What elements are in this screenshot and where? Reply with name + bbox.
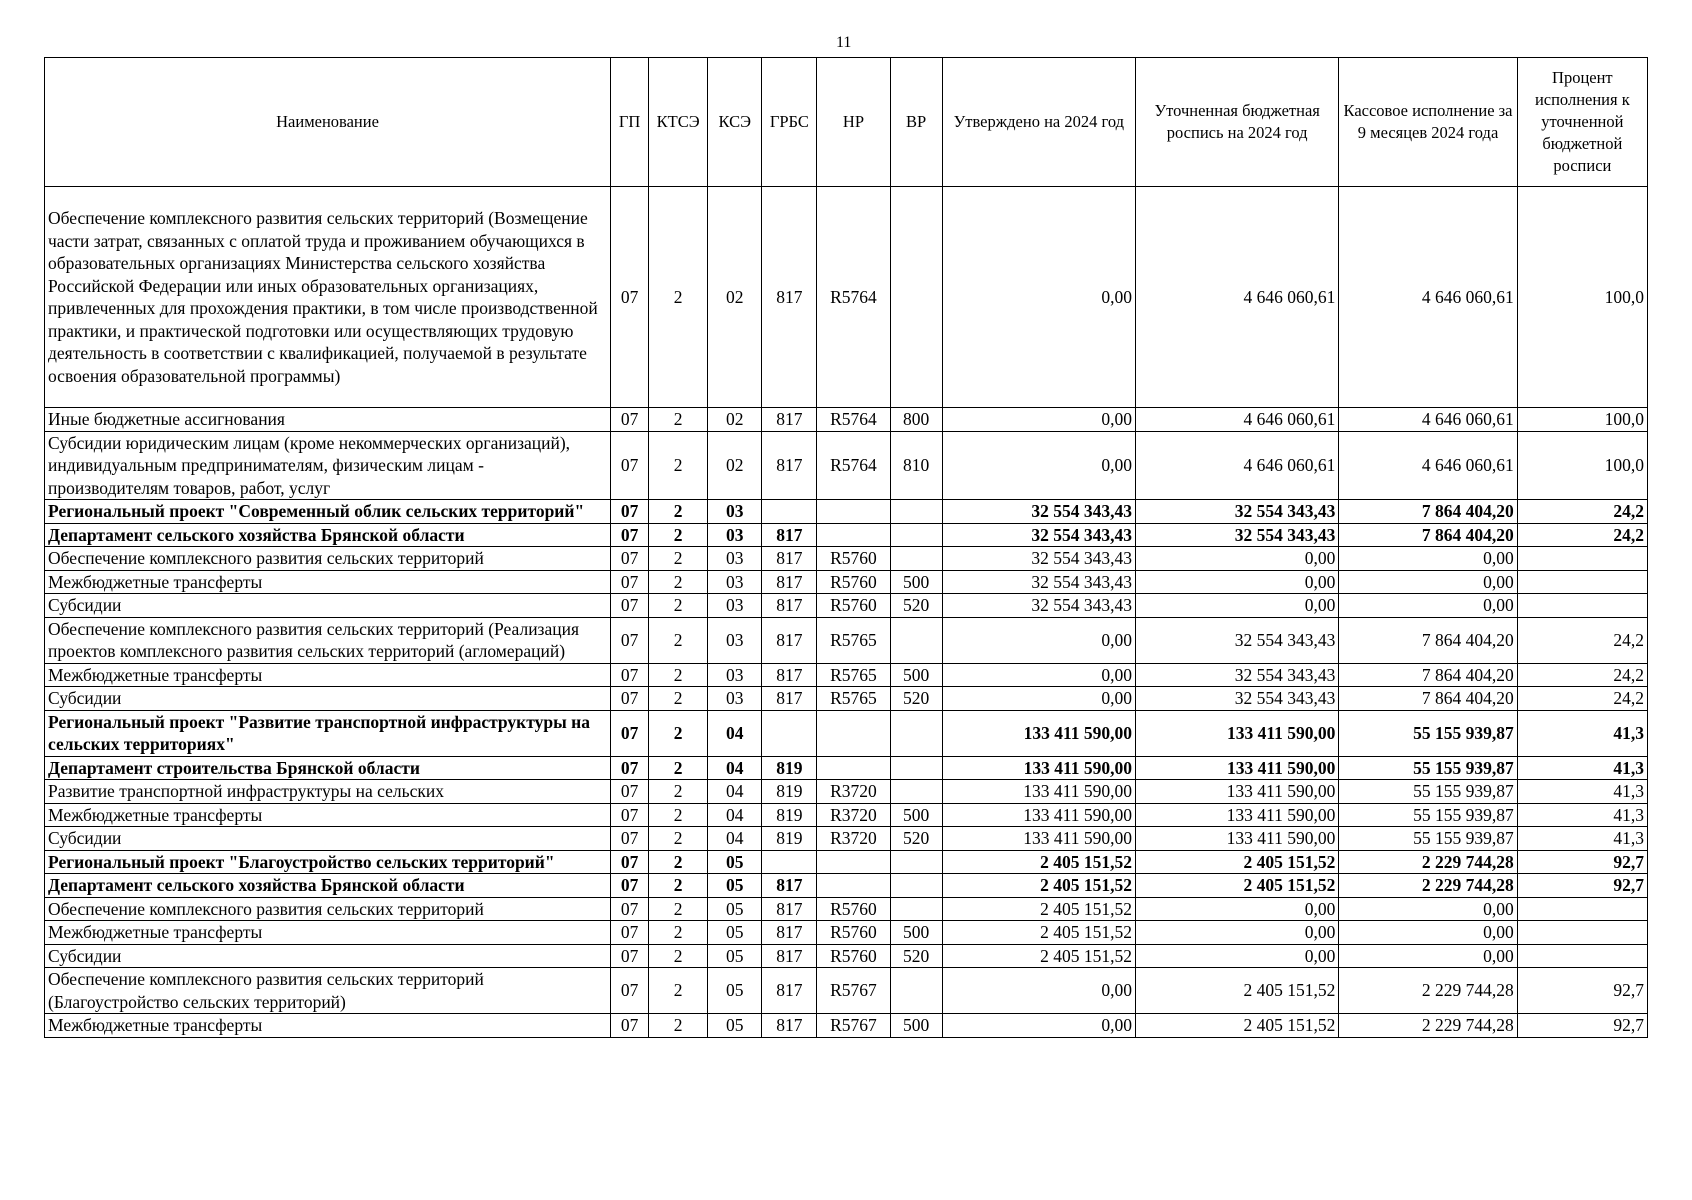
cell-ktse: 2 xyxy=(649,687,708,711)
cell-vr xyxy=(890,756,942,780)
cell-kse: 05 xyxy=(708,944,762,968)
cell-nr xyxy=(817,850,890,874)
cell-percent xyxy=(1517,897,1647,921)
cell-kse: 02 xyxy=(708,408,762,432)
cell-kse: 02 xyxy=(708,431,762,500)
cell-refined: 133 411 590,00 xyxy=(1135,827,1338,851)
cell-cash: 4 646 060,61 xyxy=(1339,408,1517,432)
table-row xyxy=(45,944,1648,968)
cell-grbs: 819 xyxy=(762,803,817,827)
cell-refined: 4 646 060,61 xyxy=(1135,431,1338,500)
cell-cash: 4 646 060,61 xyxy=(1339,187,1517,408)
table-row xyxy=(45,431,1648,500)
header-approved: Утверждено на 2024 год xyxy=(942,58,1135,187)
cell-ktse: 2 xyxy=(649,594,708,618)
cell-percent xyxy=(1517,921,1647,945)
cell-vr xyxy=(890,547,942,571)
cell-grbs: 817 xyxy=(762,663,817,687)
cell-cash: 0,00 xyxy=(1339,594,1517,618)
cell-kse: 05 xyxy=(708,968,762,1014)
table-row xyxy=(45,874,1648,898)
cell-percent: 41,3 xyxy=(1517,780,1647,804)
cell-approved: 133 411 590,00 xyxy=(942,710,1135,756)
cell-grbs: 817 xyxy=(762,187,817,408)
cell-name: Обеспечение комплексного развития сельских территорий xyxy=(45,897,611,921)
cell-percent: 24,2 xyxy=(1517,617,1647,663)
cell-kse: 03 xyxy=(708,617,762,663)
cell-grbs: 817 xyxy=(762,944,817,968)
cell-percent: 41,3 xyxy=(1517,710,1647,756)
cell-vr: 520 xyxy=(890,594,942,618)
cell-gp: 07 xyxy=(611,756,649,780)
table-row xyxy=(45,187,1648,408)
cell-vr xyxy=(890,617,942,663)
cell-refined: 32 554 343,43 xyxy=(1135,500,1338,524)
cell-grbs: 817 xyxy=(762,570,817,594)
cell-percent: 92,7 xyxy=(1517,1014,1647,1038)
table-row xyxy=(45,780,1648,804)
cell-cash: 7 864 404,20 xyxy=(1339,687,1517,711)
cell-name: Развитие транспортной инфраструктуры на сельских xyxy=(45,780,611,804)
cell-vr xyxy=(890,897,942,921)
cell-vr: 500 xyxy=(890,570,942,594)
cell-approved: 133 411 590,00 xyxy=(942,827,1135,851)
cell-ktse: 2 xyxy=(649,1014,708,1038)
cell-nr: R5765 xyxy=(817,687,890,711)
cell-approved: 0,00 xyxy=(942,617,1135,663)
cell-percent xyxy=(1517,570,1647,594)
cell-grbs xyxy=(762,850,817,874)
cell-ktse: 2 xyxy=(649,827,708,851)
cell-name: Обеспечение комплексного развития сельских территорий (Благоустройство сельских территорий) xyxy=(45,968,611,1014)
cell-cash: 2 229 744,28 xyxy=(1339,874,1517,898)
cell-refined: 32 554 343,43 xyxy=(1135,523,1338,547)
cell-nr: R3720 xyxy=(817,827,890,851)
cell-gp: 07 xyxy=(611,710,649,756)
cell-refined: 2 405 151,52 xyxy=(1135,968,1338,1014)
cell-gp: 07 xyxy=(611,944,649,968)
cell-ktse: 2 xyxy=(649,803,708,827)
cell-gp: 07 xyxy=(611,687,649,711)
cell-kse: 03 xyxy=(708,594,762,618)
cell-cash: 7 864 404,20 xyxy=(1339,500,1517,524)
cell-approved: 133 411 590,00 xyxy=(942,756,1135,780)
cell-approved: 32 554 343,43 xyxy=(942,523,1135,547)
cell-vr xyxy=(890,850,942,874)
cell-refined: 4 646 060,61 xyxy=(1135,187,1338,408)
cell-kse: 04 xyxy=(708,803,762,827)
cell-name: Межбюджетные трансферты xyxy=(45,663,611,687)
header-grbs: ГРБС xyxy=(762,58,817,187)
cell-cash: 0,00 xyxy=(1339,944,1517,968)
cell-grbs: 819 xyxy=(762,827,817,851)
cell-vr xyxy=(890,968,942,1014)
cell-nr: R5760 xyxy=(817,570,890,594)
cell-nr xyxy=(817,710,890,756)
page-number: 11 xyxy=(836,34,852,51)
cell-approved: 2 405 151,52 xyxy=(942,874,1135,898)
cell-cash: 7 864 404,20 xyxy=(1339,617,1517,663)
table-row xyxy=(45,897,1648,921)
cell-approved: 0,00 xyxy=(942,187,1135,408)
cell-approved: 133 411 590,00 xyxy=(942,780,1135,804)
cell-refined: 0,00 xyxy=(1135,944,1338,968)
cell-name: Субсидии юридическим лицам (кроме некоммерческих организаций), индивидуальным предпринимателям, физическим лицам - производителям товаров, работ, услуг xyxy=(45,431,611,500)
cell-refined: 32 554 343,43 xyxy=(1135,687,1338,711)
cell-gp: 07 xyxy=(611,594,649,618)
cell-name: Региональный проект "Благоустройство сельских территорий" xyxy=(45,850,611,874)
cell-vr: 500 xyxy=(890,663,942,687)
cell-nr: R5767 xyxy=(817,968,890,1014)
cell-gp: 07 xyxy=(611,827,649,851)
cell-refined: 133 411 590,00 xyxy=(1135,780,1338,804)
cell-kse: 05 xyxy=(708,1014,762,1038)
table-row xyxy=(45,803,1648,827)
header-ktse: КТСЭ xyxy=(649,58,708,187)
cell-name: Межбюджетные трансферты xyxy=(45,1014,611,1038)
cell-nr: R5760 xyxy=(817,897,890,921)
cell-refined: 32 554 343,43 xyxy=(1135,663,1338,687)
header-kse: КСЭ xyxy=(708,58,762,187)
table-row xyxy=(45,570,1648,594)
cell-name: Обеспечение комплексного развития сельских территорий xyxy=(45,547,611,571)
cell-gp: 07 xyxy=(611,897,649,921)
cell-grbs: 817 xyxy=(762,687,817,711)
cell-approved: 32 554 343,43 xyxy=(942,570,1135,594)
cell-kse: 03 xyxy=(708,570,762,594)
table-row xyxy=(45,663,1648,687)
cell-vr xyxy=(890,780,942,804)
table-body xyxy=(45,187,1648,1038)
cell-kse: 05 xyxy=(708,850,762,874)
cell-percent: 100,0 xyxy=(1517,431,1647,500)
cell-grbs xyxy=(762,710,817,756)
cell-cash: 2 229 744,28 xyxy=(1339,968,1517,1014)
cell-nr xyxy=(817,874,890,898)
cell-cash: 4 646 060,61 xyxy=(1339,431,1517,500)
header-nr: НР xyxy=(817,58,890,187)
cell-vr: 500 xyxy=(890,803,942,827)
cell-ktse: 2 xyxy=(649,756,708,780)
table-row xyxy=(45,850,1648,874)
cell-refined: 133 411 590,00 xyxy=(1135,710,1338,756)
cell-gp: 07 xyxy=(611,431,649,500)
cell-cash: 2 229 744,28 xyxy=(1339,850,1517,874)
cell-approved: 2 405 151,52 xyxy=(942,897,1135,921)
cell-cash: 0,00 xyxy=(1339,570,1517,594)
cell-name: Субсидии xyxy=(45,827,611,851)
cell-approved: 2 405 151,52 xyxy=(942,921,1135,945)
cell-gp: 07 xyxy=(611,850,649,874)
cell-nr: R5764 xyxy=(817,408,890,432)
header-cash: Кассовое исполнение за 9 месяцев 2024 года xyxy=(1339,58,1517,187)
cell-gp: 07 xyxy=(611,523,649,547)
table-row xyxy=(45,827,1648,851)
cell-nr: R3720 xyxy=(817,803,890,827)
cell-gp: 07 xyxy=(611,803,649,827)
cell-approved: 32 554 343,43 xyxy=(942,547,1135,571)
table-row xyxy=(45,523,1648,547)
cell-gp: 07 xyxy=(611,921,649,945)
budget-table xyxy=(44,57,1648,1038)
cell-approved: 0,00 xyxy=(942,1014,1135,1038)
cell-nr: R5760 xyxy=(817,921,890,945)
cell-cash: 0,00 xyxy=(1339,897,1517,921)
header-vr: ВР xyxy=(890,58,942,187)
cell-approved: 0,00 xyxy=(942,663,1135,687)
cell-ktse: 2 xyxy=(649,431,708,500)
cell-ktse: 2 xyxy=(649,874,708,898)
cell-cash: 2 229 744,28 xyxy=(1339,1014,1517,1038)
cell-approved: 2 405 151,52 xyxy=(942,850,1135,874)
header-percent: Процент исполнения к уточненной бюджетной росписи xyxy=(1517,58,1647,187)
cell-refined: 0,00 xyxy=(1135,897,1338,921)
cell-gp: 07 xyxy=(611,547,649,571)
cell-refined: 0,00 xyxy=(1135,921,1338,945)
cell-vr: 500 xyxy=(890,1014,942,1038)
cell-gp: 07 xyxy=(611,408,649,432)
cell-gp: 07 xyxy=(611,874,649,898)
cell-percent: 92,7 xyxy=(1517,850,1647,874)
cell-approved: 133 411 590,00 xyxy=(942,803,1135,827)
cell-ktse: 2 xyxy=(649,710,708,756)
cell-refined: 133 411 590,00 xyxy=(1135,803,1338,827)
cell-approved: 0,00 xyxy=(942,431,1135,500)
cell-name: Межбюджетные трансферты xyxy=(45,921,611,945)
cell-kse: 05 xyxy=(708,897,762,921)
cell-approved: 0,00 xyxy=(942,408,1135,432)
cell-approved: 0,00 xyxy=(942,968,1135,1014)
cell-approved: 0,00 xyxy=(942,687,1135,711)
cell-kse: 04 xyxy=(708,710,762,756)
table-row xyxy=(45,547,1648,571)
cell-nr: R3720 xyxy=(817,780,890,804)
cell-refined: 0,00 xyxy=(1135,547,1338,571)
cell-percent: 24,2 xyxy=(1517,663,1647,687)
cell-kse: 04 xyxy=(708,756,762,780)
cell-kse: 03 xyxy=(708,523,762,547)
header-gp: ГП xyxy=(611,58,649,187)
cell-vr xyxy=(890,710,942,756)
cell-nr: R5764 xyxy=(817,187,890,408)
cell-ktse: 2 xyxy=(649,570,708,594)
cell-name: Региональный проект "Развитие транспортной инфраструктуры на сельских территориях" xyxy=(45,710,611,756)
cell-gp: 07 xyxy=(611,500,649,524)
cell-refined: 0,00 xyxy=(1135,594,1338,618)
cell-name: Иные бюджетные ассигнования xyxy=(45,408,611,432)
cell-grbs: 817 xyxy=(762,874,817,898)
cell-nr xyxy=(817,756,890,780)
cell-percent: 24,2 xyxy=(1517,500,1647,524)
cell-ktse: 2 xyxy=(649,850,708,874)
cell-ktse: 2 xyxy=(649,968,708,1014)
table-row xyxy=(45,1014,1648,1038)
header-refined: Уточненная бюджетная роспись на 2024 год xyxy=(1135,58,1338,187)
cell-vr: 500 xyxy=(890,921,942,945)
cell-grbs: 817 xyxy=(762,897,817,921)
cell-grbs: 817 xyxy=(762,523,817,547)
cell-vr xyxy=(890,187,942,408)
cell-name: Департамент строительства Брянской области xyxy=(45,756,611,780)
cell-name: Департамент сельского хозяйства Брянской области xyxy=(45,523,611,547)
cell-vr: 800 xyxy=(890,408,942,432)
cell-name: Обеспечение комплексного развития сельских территорий (Возмещение части затрат, связанных с оплатой труда и проживанием обучающихся в образовательных организациях Министерства сельского хозяйства Российской Федерации или иных образовательных организациях, привлеченных для прохождения практики, в том числе производственной практики, и практической подготовки или осуществляющих трудовую деятельность в соответствии с квалификацией, получаемой в результате освоения образовательной программы) xyxy=(45,187,611,408)
cell-percent xyxy=(1517,547,1647,571)
cell-percent: 100,0 xyxy=(1517,187,1647,408)
cell-cash: 55 155 939,87 xyxy=(1339,780,1517,804)
cell-refined: 4 646 060,61 xyxy=(1135,408,1338,432)
cell-name: Департамент сельского хозяйства Брянской области xyxy=(45,874,611,898)
cell-kse: 04 xyxy=(708,827,762,851)
table-row xyxy=(45,500,1648,524)
cell-grbs: 817 xyxy=(762,921,817,945)
cell-ktse: 2 xyxy=(649,187,708,408)
cell-nr: R5760 xyxy=(817,547,890,571)
cell-kse: 04 xyxy=(708,780,762,804)
table-row xyxy=(45,594,1648,618)
cell-percent: 41,3 xyxy=(1517,803,1647,827)
cell-nr: R5765 xyxy=(817,617,890,663)
cell-grbs: 817 xyxy=(762,547,817,571)
cell-vr: 520 xyxy=(890,944,942,968)
cell-vr xyxy=(890,523,942,547)
cell-ktse: 2 xyxy=(649,944,708,968)
cell-cash: 0,00 xyxy=(1339,921,1517,945)
cell-approved: 2 405 151,52 xyxy=(942,944,1135,968)
table-row xyxy=(45,968,1648,1014)
cell-refined: 2 405 151,52 xyxy=(1135,874,1338,898)
cell-ktse: 2 xyxy=(649,921,708,945)
cell-nr: R5767 xyxy=(817,1014,890,1038)
cell-ktse: 2 xyxy=(649,780,708,804)
cell-approved: 32 554 343,43 xyxy=(942,500,1135,524)
cell-grbs: 817 xyxy=(762,431,817,500)
cell-nr: R5764 xyxy=(817,431,890,500)
cell-percent: 92,7 xyxy=(1517,874,1647,898)
cell-grbs: 817 xyxy=(762,968,817,1014)
cell-ktse: 2 xyxy=(649,663,708,687)
cell-percent xyxy=(1517,944,1647,968)
cell-kse: 02 xyxy=(708,187,762,408)
cell-grbs: 817 xyxy=(762,594,817,618)
cell-refined: 2 405 151,52 xyxy=(1135,850,1338,874)
cell-refined: 133 411 590,00 xyxy=(1135,756,1338,780)
cell-ktse: 2 xyxy=(649,523,708,547)
cell-refined: 0,00 xyxy=(1135,570,1338,594)
cell-vr xyxy=(890,500,942,524)
cell-name: Межбюджетные трансферты xyxy=(45,570,611,594)
cell-nr: R5760 xyxy=(817,594,890,618)
cell-gp: 07 xyxy=(611,187,649,408)
table-row xyxy=(45,921,1648,945)
cell-nr: R5765 xyxy=(817,663,890,687)
cell-nr: R5760 xyxy=(817,944,890,968)
cell-vr: 810 xyxy=(890,431,942,500)
header-name: Наименование xyxy=(45,58,611,187)
cell-percent xyxy=(1517,594,1647,618)
cell-gp: 07 xyxy=(611,1014,649,1038)
cell-cash: 55 155 939,87 xyxy=(1339,756,1517,780)
cell-kse: 03 xyxy=(708,547,762,571)
cell-kse: 03 xyxy=(708,687,762,711)
cell-cash: 0,00 xyxy=(1339,547,1517,571)
cell-percent: 92,7 xyxy=(1517,968,1647,1014)
table-row xyxy=(45,687,1648,711)
cell-gp: 07 xyxy=(611,968,649,1014)
header-row xyxy=(45,58,1648,187)
cell-name: Субсидии xyxy=(45,944,611,968)
cell-percent: 24,2 xyxy=(1517,687,1647,711)
cell-kse: 05 xyxy=(708,921,762,945)
cell-ktse: 2 xyxy=(649,547,708,571)
cell-name: Субсидии xyxy=(45,687,611,711)
cell-name: Региональный проект "Современный облик сельских территорий" xyxy=(45,500,611,524)
cell-gp: 07 xyxy=(611,780,649,804)
cell-percent: 100,0 xyxy=(1517,408,1647,432)
cell-refined: 2 405 151,52 xyxy=(1135,1014,1338,1038)
cell-kse: 05 xyxy=(708,874,762,898)
cell-gp: 07 xyxy=(611,570,649,594)
cell-cash: 55 155 939,87 xyxy=(1339,710,1517,756)
table-row xyxy=(45,408,1648,432)
cell-gp: 07 xyxy=(611,617,649,663)
cell-grbs: 819 xyxy=(762,780,817,804)
cell-grbs: 819 xyxy=(762,756,817,780)
cell-grbs xyxy=(762,500,817,524)
cell-grbs: 817 xyxy=(762,1014,817,1038)
cell-grbs: 817 xyxy=(762,408,817,432)
cell-percent: 24,2 xyxy=(1517,523,1647,547)
cell-cash: 55 155 939,87 xyxy=(1339,803,1517,827)
cell-ktse: 2 xyxy=(649,408,708,432)
cell-ktse: 2 xyxy=(649,500,708,524)
cell-vr: 520 xyxy=(890,827,942,851)
cell-nr xyxy=(817,500,890,524)
cell-approved: 32 554 343,43 xyxy=(942,594,1135,618)
cell-refined: 32 554 343,43 xyxy=(1135,617,1338,663)
cell-cash: 7 864 404,20 xyxy=(1339,523,1517,547)
cell-percent: 41,3 xyxy=(1517,827,1647,851)
cell-kse: 03 xyxy=(708,500,762,524)
cell-ktse: 2 xyxy=(649,617,708,663)
table-row xyxy=(45,617,1648,663)
cell-vr xyxy=(890,874,942,898)
cell-cash: 7 864 404,20 xyxy=(1339,663,1517,687)
cell-kse: 03 xyxy=(708,663,762,687)
cell-cash: 55 155 939,87 xyxy=(1339,827,1517,851)
cell-ktse: 2 xyxy=(649,897,708,921)
cell-nr xyxy=(817,523,890,547)
table-row xyxy=(45,756,1648,780)
cell-vr: 520 xyxy=(890,687,942,711)
cell-grbs: 817 xyxy=(762,617,817,663)
cell-name: Обеспечение комплексного развития сельских территорий (Реализация проектов комплексного развития сельских территорий (агломераций) xyxy=(45,617,611,663)
cell-gp: 07 xyxy=(611,663,649,687)
cell-name: Субсидии xyxy=(45,594,611,618)
cell-name: Межбюджетные трансферты xyxy=(45,803,611,827)
table-row xyxy=(45,710,1648,756)
cell-percent: 41,3 xyxy=(1517,756,1647,780)
